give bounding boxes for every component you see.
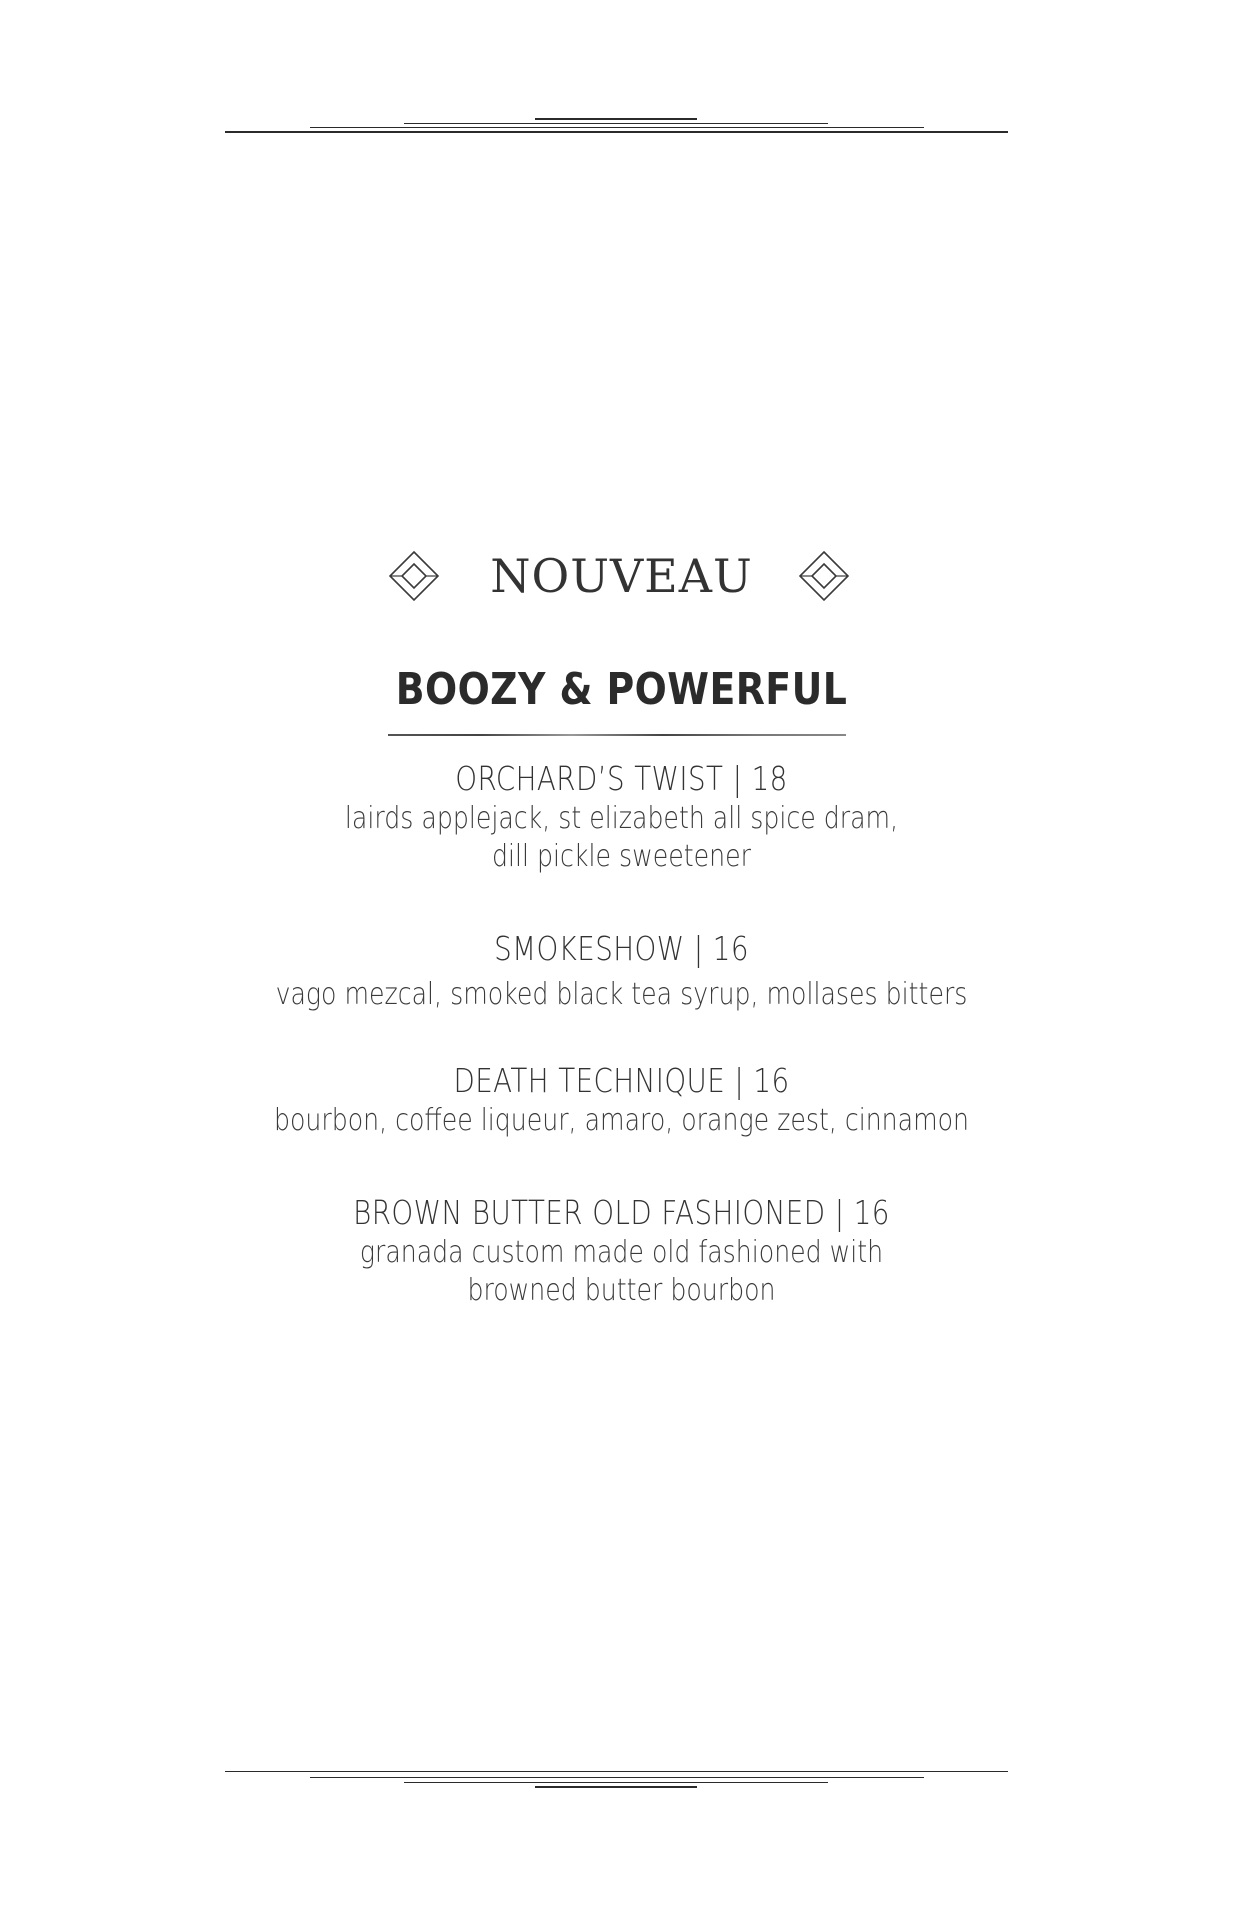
diamond-ornament-icon <box>798 550 850 602</box>
menu-item-name: SMOKESHOW | 16 <box>494 929 749 968</box>
menu-item-description: vago mezcal, smoked black tea syrup, mollases bitters <box>275 977 968 1012</box>
bottom-rule-3 <box>404 1782 828 1783</box>
menu-item-name: ORCHARD’S TWIST | 18 <box>455 759 788 798</box>
menu-item-description: lairds applejack, st elizabeth all spice dram, dill pickle sweetener <box>344 801 899 874</box>
menu-item-name: BROWN BUTTER OLD FASHIONED | 16 <box>353 1193 890 1232</box>
menu-item <box>0 1192 1243 1310</box>
menu-item <box>0 1060 1243 1140</box>
section-divider <box>388 734 846 736</box>
bottom-rule-4 <box>535 1786 697 1788</box>
top-rule-1 <box>225 131 1008 133</box>
bottom-rule-2 <box>310 1777 924 1778</box>
brand-header <box>0 548 1243 608</box>
top-rule-3 <box>404 123 828 124</box>
section-title: BOOZY & POWERFUL <box>395 664 848 715</box>
top-rule-4 <box>535 118 697 120</box>
menu-item <box>0 928 1243 1014</box>
menu-item-name: DEATH TECHNIQUE | 16 <box>453 1061 790 1100</box>
bottom-rule-1 <box>225 1771 1008 1772</box>
top-rule-2 <box>310 127 924 128</box>
menu-item <box>0 758 1243 876</box>
menu-item-list <box>0 758 1243 1354</box>
brand-name: NOUVEAU <box>490 549 753 603</box>
menu-item-description: bourbon, coffee liqueur, amaro, orange zest, cinnamon <box>273 1103 970 1138</box>
menu-item-description: granada custom made old fashioned with browned butter bourbon <box>359 1235 884 1308</box>
